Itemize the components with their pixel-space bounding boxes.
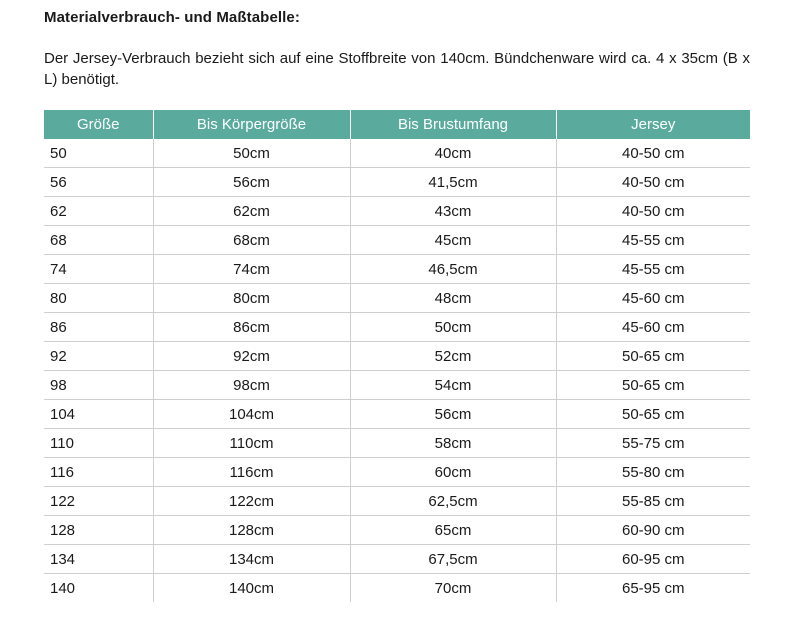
cell-groesse: 62 <box>44 197 153 226</box>
cell-groesse: 134 <box>44 545 153 574</box>
table-row <box>44 139 750 168</box>
cell-jersey: 50-65 cm <box>556 371 750 400</box>
intro-paragraph: Der Jersey-Verbrauch bezieht sich auf eine Stoffbreite von 140cm. Bündchenware wird ca. 4 x 35cm (B x L) benötigt. <box>44 50 750 88</box>
cell-groesse: 74 <box>44 255 153 284</box>
cell-koerpergroesse: 98cm <box>153 371 350 400</box>
cell-groesse: 92 <box>44 342 153 371</box>
cell-groesse: 68 <box>44 226 153 255</box>
size-table <box>44 110 750 602</box>
cell-brustumfang: 48cm <box>350 284 556 313</box>
cell-groesse: 140 <box>50 579 76 597</box>
cell-brustumfang: 56cm <box>350 400 556 429</box>
cell-jersey: 60-90 cm <box>556 516 750 545</box>
cell-jersey: 40-50 cm <box>556 168 750 197</box>
cell-jersey: 50-65 cm <box>556 400 750 429</box>
cell-groesse: 128 <box>44 516 153 545</box>
cell-koerpergroesse: 92cm <box>153 342 350 371</box>
cell-brustumfang: 62,5cm <box>350 487 556 516</box>
cell-groesse: 116 <box>44 458 153 487</box>
table-row <box>44 574 750 603</box>
table-row <box>44 400 750 429</box>
table-row <box>44 255 750 284</box>
cell-jersey: 50-65 cm <box>556 342 750 371</box>
cell-koerpergroesse: 134cm <box>153 545 350 574</box>
cell-koerpergroesse: 128cm <box>153 516 350 545</box>
cell-groesse: 98 <box>44 371 153 400</box>
size-table-body <box>44 139 750 602</box>
cell-brustumfang: 67,5cm <box>350 545 556 574</box>
cell-jersey: 40-50 cm <box>556 197 750 226</box>
cell-groesse: 86 <box>44 313 153 342</box>
cell-koerpergroesse: 86cm <box>153 313 350 342</box>
cell-jersey: 40-50 cm <box>556 139 750 168</box>
cell-brustumfang: 65cm <box>350 516 556 545</box>
page-title: Materialverbrauch- und Maßtabelle: <box>44 9 300 26</box>
cell-brustumfang: 60cm <box>350 458 556 487</box>
cell-brustumfang: 45cm <box>350 226 556 255</box>
cell-brustumfang: 54cm <box>350 371 556 400</box>
table-row <box>44 516 750 545</box>
table-row <box>44 284 750 313</box>
table-row <box>44 168 750 197</box>
cell-jersey: 45-55 cm <box>556 255 750 284</box>
cell-brustumfang: 52cm <box>350 342 556 371</box>
cell-brustumfang: 50cm <box>350 313 556 342</box>
cell-brustumfang: 41,5cm <box>350 168 556 197</box>
header-koerpergroesse: Bis Körpergröße <box>153 110 350 139</box>
cell-koerpergroesse: 56cm <box>153 168 350 197</box>
cell-koerpergroesse: 68cm <box>153 226 350 255</box>
cell-brustumfang: 58cm <box>350 429 556 458</box>
cell-koerpergroesse: 80cm <box>153 284 350 313</box>
cell-koerpergroesse: 116cm <box>153 458 350 487</box>
header-groesse: Größe <box>44 110 153 139</box>
cell-jersey: 45-60 cm <box>556 313 750 342</box>
cell-brustumfang: 70cm <box>350 574 556 603</box>
cell-jersey: 55-80 cm <box>556 458 750 487</box>
table-row <box>44 342 750 371</box>
table-row <box>44 487 750 516</box>
cell-jersey: 45-55 cm <box>556 226 750 255</box>
cell-koerpergroesse: 104cm <box>153 400 350 429</box>
cell-koerpergroesse: 110cm <box>153 429 350 458</box>
table-row <box>44 371 750 400</box>
cell-jersey: 55-75 cm <box>556 429 750 458</box>
header-row <box>44 110 750 139</box>
cell-brustumfang: 43cm <box>350 197 556 226</box>
cell-jersey: 60-95 cm <box>556 545 750 574</box>
cell-groesse: 80 <box>44 284 153 313</box>
cell-koerpergroesse: 62cm <box>153 197 350 226</box>
table-row <box>44 429 750 458</box>
cell-brustumfang: 40cm <box>350 139 556 168</box>
cell-jersey: 65-95 cm <box>556 574 750 603</box>
table-row <box>44 197 750 226</box>
cell-koerpergroesse: 74cm <box>153 255 350 284</box>
table-row <box>44 458 750 487</box>
table-row <box>44 226 750 255</box>
cell-jersey: 45-60 cm <box>556 284 750 313</box>
cell-groesse: 104 <box>44 400 153 429</box>
cell-jersey: 55-85 cm <box>556 487 750 516</box>
header-jersey: Jersey <box>556 110 750 139</box>
table-row <box>44 545 750 574</box>
cell-koerpergroesse: 140cm <box>153 574 350 603</box>
cell-brustumfang: 46,5cm <box>350 255 556 284</box>
cell-groesse: 50 <box>44 139 153 168</box>
cell-groesse: 122 <box>44 487 153 516</box>
size-table-header <box>44 110 750 139</box>
cell-koerpergroesse: 122cm <box>153 487 350 516</box>
cell-koerpergroesse: 50cm <box>153 139 350 168</box>
header-brustumfang: Bis Brustumfang <box>350 110 556 139</box>
cell-groesse: 56 <box>44 168 153 197</box>
table-row <box>44 313 750 342</box>
cell-groesse: 110 <box>44 429 153 458</box>
